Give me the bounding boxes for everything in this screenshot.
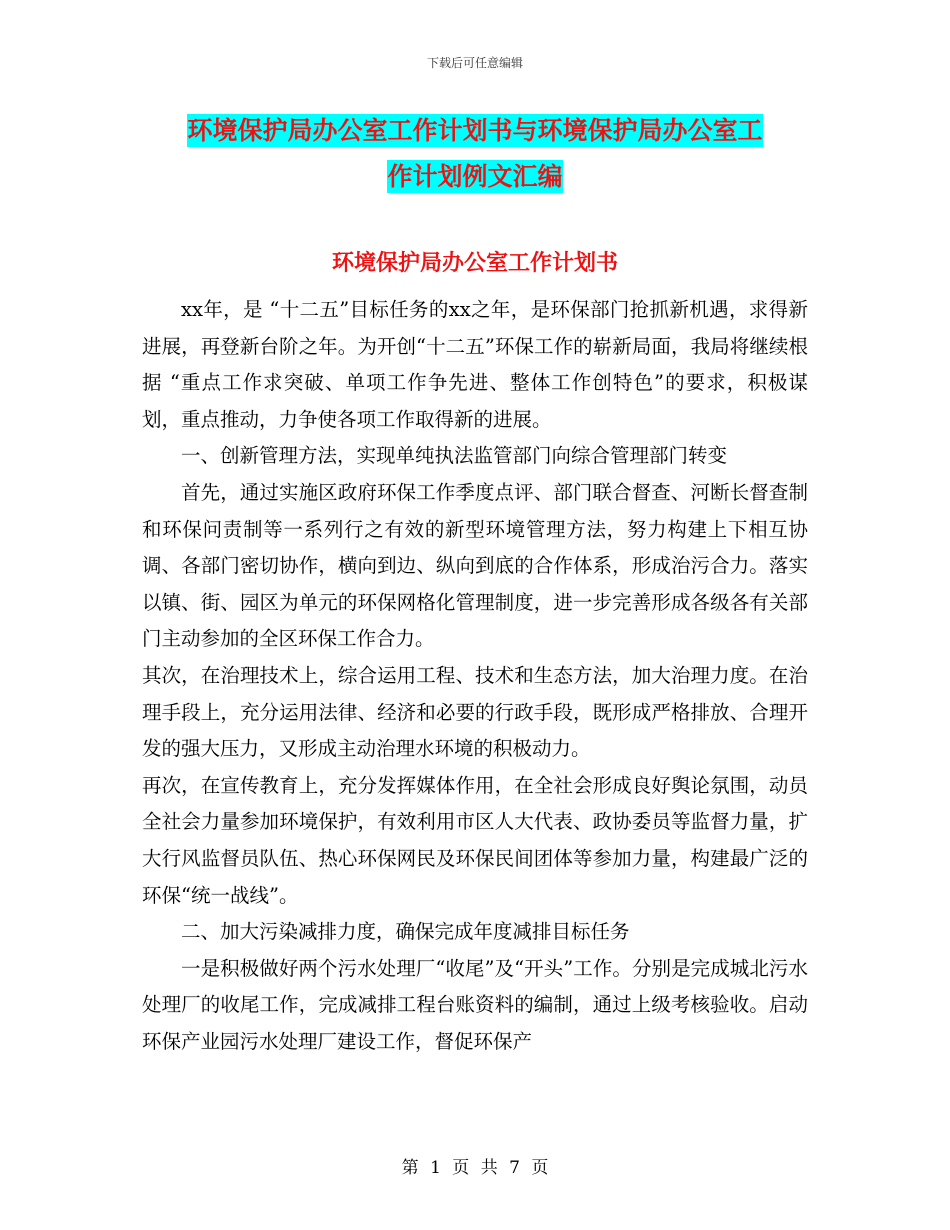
paragraph-third: 再次，在宣传教育上，充分发挥媒体作用，在全社会形成良好舆论氛围，动员全社会力量参加环境保护，有效利用市区人大代表、政协委员等监督力量，扩大行风监督员队伍、热心环保网民及环保民间团体等参加力量，构建最广泛的环保“统一战线”。 [142,773,808,907]
document-body [142,292,808,1060]
main-title-line-1: 环境保护局办公室工作计划书与环境保护局办公室工 [187,116,763,145]
heading-section-1: 一、创新管理方法，实现单纯执法监管部门向综合管理部门转变 [181,444,728,468]
main-title [140,108,810,200]
paragraph-intro: xx年，是 “十二五”目标任务的xx之年，是环保部门抢抓新机遇，求得新进展，再登新台阶之年。为开创“十二五”环保工作的崭新局面，我局将继续根据 “重点工作求突破、单项工作争先进、整体工作创特色”的要求，积极谋划，重点推动，力争使各项工作取得新的进展。 [142,298,808,431]
main-title-line-2: 作计划例文汇编 [387,162,563,191]
paragraph-first: 首先，通过实施区政府环保工作季度点评、部门联合督查、河断长督查制和环保问责制等一系列行之有效的新型环境管理方法，努力构建上下相互协调、各部门密切协作，横向到边、纵向到底的合作体系，形成治污合力。落实以镇、街、园区为单元的环保网格化管理制度，进一步完善形成各级各有关部门主动参加的全区环保工作合力。 [142,480,808,651]
header-note: 下载后可任意编辑 [426,56,523,70]
page-footer: 第 1 页 共 7 页 [401,1158,549,1178]
section-title: 环境保护局办公室工作计划书 [331,250,618,276]
paragraph-point-1: 一是积极做好两个污水处理厂“收尾”及“开头”工作。分别是完成城北污水处理厂的收尾工作，完成减排工程台账资料的编制，通过上级考核验收。启动环保产业园污水处理厂建设工作，督促环保产 [142,956,808,1053]
paragraph-second: 其次，在治理技术上，综合运用工程、技术和生态方法，加大治理力度。在治理手段上，充分运用法律、经济和必要的行政手段，既形成严格排放、合理开发的强大压力，又形成主动治理水环境的积极动力。 [142,663,808,761]
heading-section-2: 二、加大污染减排力度，确保完成年度减排目标任务 [181,920,630,944]
